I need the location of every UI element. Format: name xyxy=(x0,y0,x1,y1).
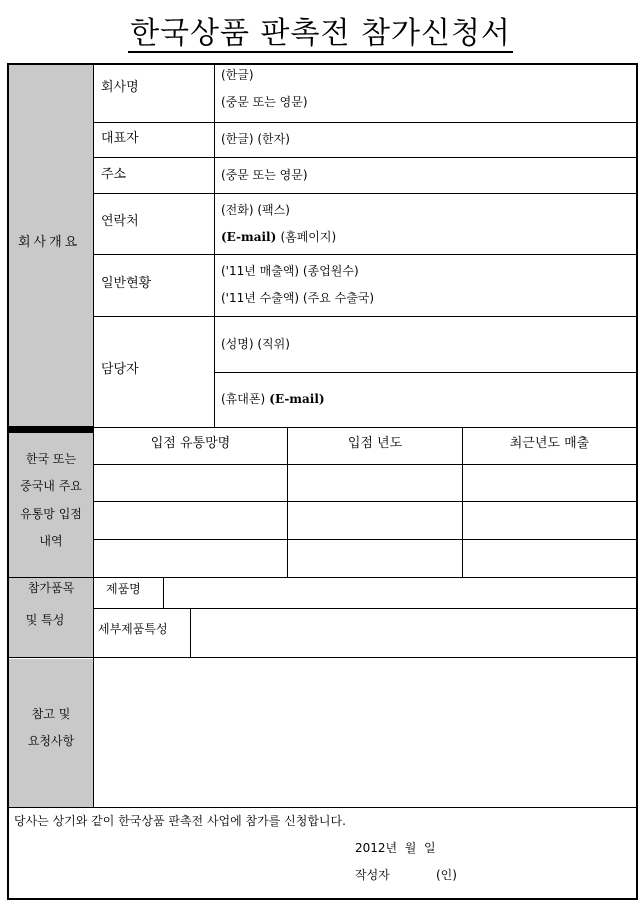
thick-separator xyxy=(7,426,94,433)
manager-name-title-field[interactable]: (성명) (직위) xyxy=(221,337,290,351)
mobile-tag: (휴대폰) xyxy=(221,392,266,406)
border-bottom xyxy=(7,898,638,900)
company-name-label: 회사명 xyxy=(101,80,139,95)
product-name-label: 제품명 xyxy=(106,582,141,596)
grid-line xyxy=(93,193,637,194)
email-tag: (E-mail) xyxy=(221,230,277,244)
company-section-label: 회사개요 xyxy=(18,235,81,250)
email-homepage-field[interactable] xyxy=(221,229,336,246)
product-section-label-1: 참가품목 xyxy=(27,581,75,595)
grid-line xyxy=(214,372,637,373)
column-header-sales: 최근년도 매출 xyxy=(509,436,590,451)
distribution-label-4: 내역 xyxy=(39,534,63,548)
remarks-label-1: 참고 및 xyxy=(31,707,71,721)
grid-line xyxy=(93,501,637,502)
author-label: 작성자 xyxy=(355,868,390,882)
address-field[interactable]: (중문 또는 영문) xyxy=(221,168,308,182)
column-header-channel: 입점 유통망명 xyxy=(150,436,231,451)
grid-line xyxy=(93,608,637,609)
grid-line xyxy=(93,65,94,427)
company-name-foreign[interactable]: (중문 또는 영문) xyxy=(221,95,308,109)
grid-line xyxy=(7,577,637,578)
distribution-label-1: 한국 또는 xyxy=(25,452,77,466)
sales-employees-field[interactable]: ('11년 매출액) (종업원수) xyxy=(221,264,359,278)
manager-email-tag: (E-mail) xyxy=(269,392,325,406)
grid-line xyxy=(7,807,637,808)
grid-line xyxy=(93,658,94,808)
grid-line xyxy=(163,578,164,608)
seal-mark[interactable]: (인) xyxy=(436,868,457,882)
contact-label: 연락처 xyxy=(101,214,139,229)
phone-fax-field[interactable]: (전화) (팩스) xyxy=(221,203,290,217)
company-name-korean[interactable]: (한글) xyxy=(221,68,254,82)
application-statement: 당사는 상기와 같이 한국상품 판촉전 사업에 참가를 신청합니다. xyxy=(14,814,346,828)
remarks-label-2: 요청사항 xyxy=(27,734,75,748)
grid-line xyxy=(93,316,637,317)
homepage-tag: (홈페이지) xyxy=(280,230,337,244)
product-section-label-2: 및 특성 xyxy=(25,613,65,627)
document-title: 한국상품 판촉전 참가신청서 xyxy=(130,16,511,51)
column-header-year: 입점 년도 xyxy=(347,436,403,451)
representative-label: 대표자 xyxy=(101,131,139,146)
product-detail-label: 세부제품특성 xyxy=(98,622,168,636)
grid-line xyxy=(93,254,637,255)
grid-line xyxy=(7,657,637,658)
representative-field[interactable]: (한글) (한자) xyxy=(221,132,290,146)
general-status-label: 일반현황 xyxy=(101,276,152,291)
manager-mobile-email-field[interactable] xyxy=(221,391,325,408)
border-top xyxy=(7,63,637,65)
grid-line xyxy=(93,122,637,123)
exports-countries-field[interactable]: ('11년 수출액) (주요 수출국) xyxy=(221,291,375,305)
grid-line xyxy=(93,427,637,428)
grid-line xyxy=(93,539,637,540)
border-right xyxy=(636,63,638,900)
grid-line xyxy=(93,157,637,158)
application-date[interactable]: 2012년 월 일 xyxy=(355,841,436,855)
address-label: 주소 xyxy=(101,167,127,182)
manager-label: 담당자 xyxy=(101,362,139,377)
distribution-label-3: 유통망 입점 xyxy=(20,507,82,521)
grid-line xyxy=(93,464,637,465)
distribution-label-2: 중국내 주요 xyxy=(20,479,82,493)
grid-line xyxy=(93,428,94,659)
grid-line xyxy=(190,609,191,657)
